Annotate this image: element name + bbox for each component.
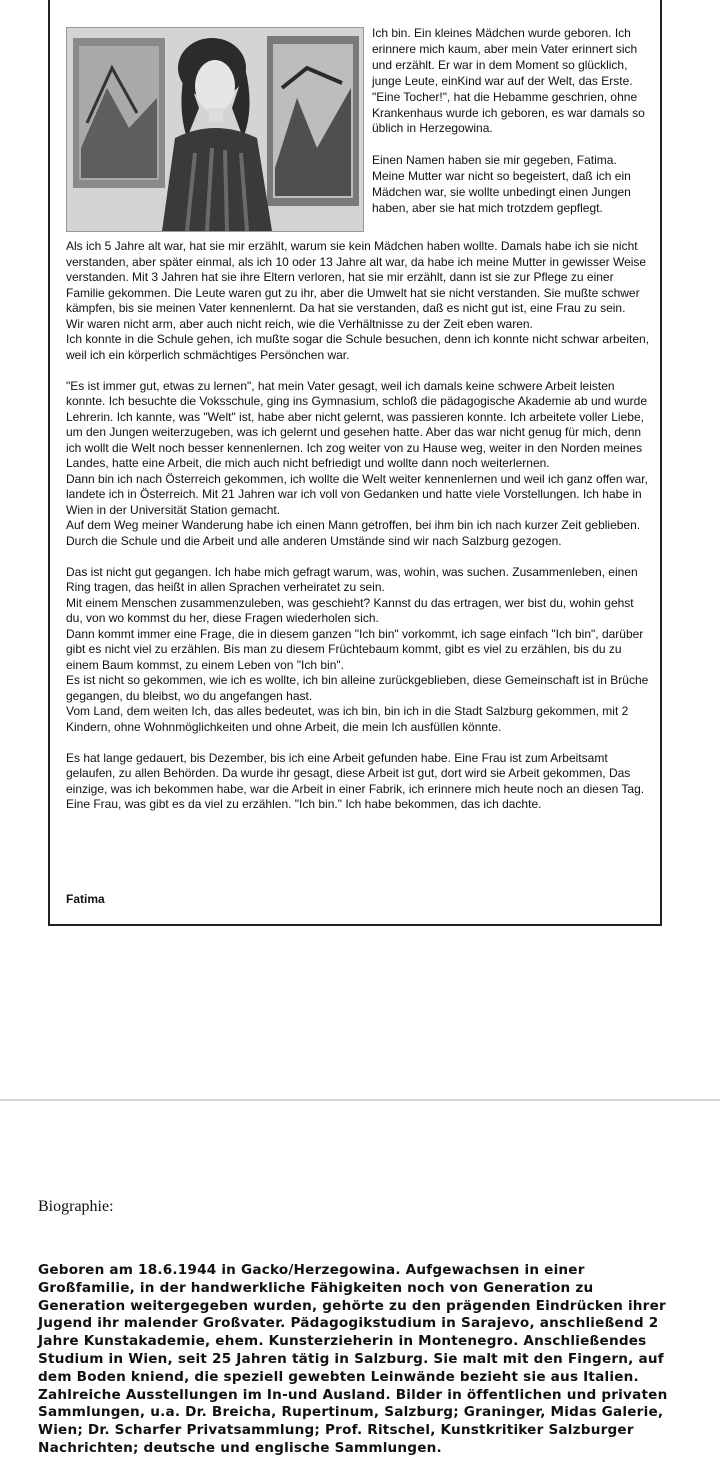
biography-line: Studium in Wien, seit 25 Jahren tätig in Salzburg. Sie malt mit den Fingern, auf [38,1350,664,1367]
page-divider [0,1099,720,1101]
biography-line: Nachrichten; deutsche und englische Sammlungen. [38,1439,442,1456]
biography-line: Zahlreiche Ausstellungen im In-und Ausland. Bilder in öffentlichen und privaten [38,1386,668,1403]
body-paragraph: "Es ist immer gut, etwas zu lernen", hat mein Vater gesagt, weil ich damals keine schwere Arbeit leisten konnte. Ich besuchte die Voksschule, ging ins Gymnasium, schloß die pädagogische Akademie ab und wurde Lehrerin. Ich kannte, was "Welt" ist, habe aber nicht gelernt, was passieren konnte. Ich arbeitete voller Liebe, um den Jungen weiterzugeben, was ich gelernt und gesehen hatte. Aber das war nicht genug für mich, denn ich wollt die Welt noch besser kennenlernen. Ich zog weiter von zu Hause weg, weiter in den Norden meines Landes, hatte eine Arbeit, die mich auch nicht befriedigt und wollte dann noch weiterlernen. Dann bin ich nach Österreich gekommen, ich wollte die Welt weiter kennenlernen und weil ich ganz offen war, landete ich in Österreich. Mit 21 Jahren war ich voll von Gedanken und hatte viele Vorstellungen. Ich habe in Wien in der Universität Station gemacht. Auf dem Weg meiner Wanderung habe ich einen Mann getroffen, bei ihm bin ich nach kurzer Zeit geblieben. Durch die Schule und die Arbeit und alle anderen Umstände sind wir nach Salzburg gezogen. [66,378,648,548]
author-signature: Fatima [66,892,105,906]
biography-title: Biographie: [38,1198,114,1215]
intro-paragraph: Einen Namen haben sie mir gegeben, Fatima. Meine Mutter war nicht so begeistert, daß ich ein Mädchen war, sie wollte unbedingt einen Jungen haben, aber sie hat mich trotzdem gepflegt. [372,153,631,215]
article-body [66,239,652,828]
artist-photo-image [67,28,363,231]
biography-line: Großfamilie, in der handwerkliche Fähigkeiten noch von Generation zu [38,1279,594,1296]
body-paragraph: Es hat lange gedauert, bis Dezember, bis ich eine Arbeit gefunden habe. Eine Frau ist zum Arbeitsamt gelaufen, zu allen Behörden. Da wurde ihr gesagt, diese Arbeit ist gut, dort wird sie Arbeit gekommen, Das einzige, was ich bekommen habe, war die Arbeit in einer Fabrik, ich erinnere mich heute noch an diesen Tag. Eine Frau, was gibt es da viel zu erzählen. "Ich bin." Ich habe bekommen, das ich dachte. [66,750,645,811]
biography-line: dem Boden kniend, die speziell gewebten Leinwände bezieht sie aus Italien. [38,1368,639,1385]
biography-text [38,1262,700,1458]
biography-line: Generation weitergegeben wurden, gehörte zu den prägenden Eindrücken ihrer [38,1297,666,1314]
biography-line: Jahre Kunstakademie, ehem. Kunsterzieherin in Montenegro. Anschließendes [38,1333,647,1350]
biography-line: Jugend ihr malender Großvater. Pädagogikstudium in Sarajevo, anschließend 2 [38,1315,659,1332]
artist-photo [66,27,364,232]
intro-text [372,26,652,233]
biography-line: Sammlungen, u.a. Dr. Breicha, Rupertinum, Salzburg; Graninger, Midas Galerie, [38,1404,664,1421]
biography-line: Geboren am 18.6.1944 in Gacko/Herzegowina. Aufgewachsen in einer [38,1262,585,1278]
body-paragraph: Als ich 5 Jahre alt war, hat sie mir erzählt, warum sie kein Mädchen haben wollte. Damals habe ich sie nicht verstanden, aber später einmal, als ich 10 oder 13 Jahre alt war, da habe ich meine Mutter in gewisser Weise verstanden. Mit 3 Jahren hat sie ihre Eltern verloren, hat sie mir erzählt, dann ist sie zur Pflege zu einer Familie gekommen. Die Leute waren gut zu ihr, aber die Umwelt hat sie nicht verstanden. Sie mußte schwer kämpfen, bis sie meinen Vater kennenlernt. Da hat sie verstanden, daß es nicht gut ist, eine Frau zu sein. Wir waren nicht arm, aber auch nicht reich, wie die Verhältnisse zu der Zeit eben waren. Ich konnte in die Schule gehen, ich mußte sogar die Schule besuchen, denn ich konnte nicht schwar arbeiten, weil ich ein körperlich schmächtiges Persönchen war. [66,239,650,362]
intro-paragraph: Ich bin. Ein kleines Mädchen wurde geboren. Ich erinnere mich kaum, aber mein Vater erinnert sich und erzählt. Er war in dem Moment so glücklich, junge Leute, einKind war auf der Welt, das Erste. "Eine Tocher!", hat die Hebamme geschrien, ohne Krankenhaus wurde ich geboren, es war damals so üblich in Herzegowina. [372,26,645,136]
body-paragraph: Das ist nicht gut gegangen. Ich habe mich gefragt warum, was, wohin, was suchen. Zusammenleben, einen Ring tragen, das heißt in allen Sprachen verheiratet zu sein. Mit einem Menschen zusammenzuleben, was geschieht? Kannst du das ertragen, wer bist du, wohin gehst du, von wo kommst du her, diese Fragen wiederholen sich. Dann kommt immer eine Frage, die in diesem ganzen "Ich bin" vorkommt, ich sage einfach "Ich bin", darüber gibt es nicht viel zu erzählen. Bis man zu diesem Früchtebaum kommt, gibt es viel zu erzählen, bis du zu einem Baum kommst, zu einem Leben von "Ich bin". Es ist nicht so gekommen, wie ich es wollte, ich bin alleine zurückgeblieben, diese Gemeinschaft ist in Brüche gegangen, du bleibst, wo du angefangen hast. Vom Land, dem weiten Ich, das alles bedeutet, was ich bin, bin ich in die Stadt Salzburg gekommen, mit 2 Kindern, ohne Wohnmöglichkeiten und ohne Arbeit, die mein Ich ausfüllen könnte. [66,564,649,734]
biography-line: Wien; Dr. Scharfer Privatsammlung; Prof. Ritschel, Kunstkritiker Salzburger [38,1422,634,1439]
